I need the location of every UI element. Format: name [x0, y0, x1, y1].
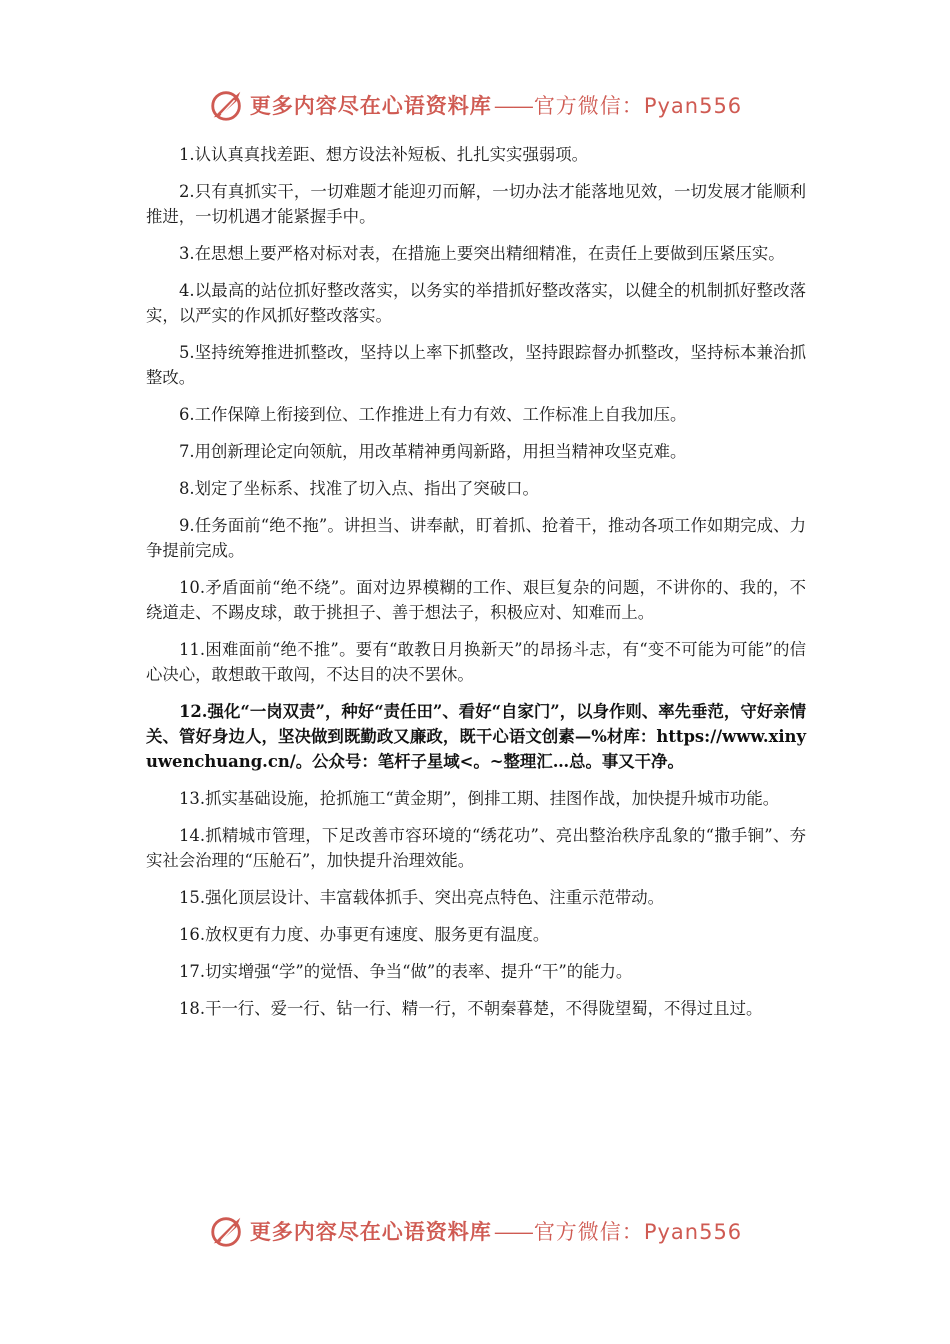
paragraph-14: 14.抓精城市管理，下足改善市容环境的“绣花功”、亮出整治秩序乱象的“撒手锏”、夯实社会治理的“压舱石”，加快提升治理效能。 — [146, 826, 806, 870]
header-banner — [0, 80, 950, 130]
paragraph-15: 15.强化顶层设计、丰富载体抓手、突出亮点特色、注重示范带动。 — [179, 888, 665, 907]
banner-text — [250, 90, 742, 120]
paragraph-11: 11.困难面前“绝不推”。要有“敢教日月换新天”的昂扬斗志，有“变不可能为可能”的信心决心，敢想敢干敢闯，不达目的决不罢休。 — [146, 640, 806, 684]
banner-brand: 更多内容尽在心语资料库 — [249, 93, 492, 118]
paragraph-7: 7.用创新理论定向领航，用改革精神勇闯新路，用担当精神攻坚克难。 — [179, 442, 687, 461]
banner-wechat-id: Pyan556 — [643, 94, 743, 118]
paragraph-2: 2.只有真抓实干，一切难题才能迎刃而解，一切办法才能落地见效，一切发展才能顺利推进，一切机遇才能紧握手中。 — [146, 182, 806, 226]
banner-wechat-label: 官方微信： — [533, 1220, 644, 1244]
paragraph-10: 10.矛盾面前“绝不绕”。面对边界模糊的工作、艰巨复杂的问题，不讲你的、我的，不绕道走、不踢皮球，敢于挑担子、善于想法子，积极应对、知难而上。 — [146, 578, 806, 622]
paragraph-1: 1.认认真真找差距、想方设法补短板、扎扎实实强弱项。 — [179, 145, 589, 164]
document-body — [146, 142, 806, 1033]
paragraph-8: 8.划定了坐标系、找准了切入点、指出了突破口。 — [179, 479, 539, 498]
paragraph-3: 3.在思想上要严格对标对表，在措施上要突出精细精准，在责任上要做到压紧压实。 — [179, 244, 785, 263]
paragraph-18: 18.干一行、爱一行、钻一行、精一行，不朝秦暮楚，不得陇望蜀，不得过且过。 — [179, 999, 763, 1018]
pen-nib-logo-icon — [208, 86, 246, 124]
banner-dash: —— — [493, 94, 532, 118]
banner-brand: 更多内容尽在心语资料库 — [249, 1219, 492, 1244]
paragraph-17: 17.切实增强“学”的觉悟、争当“做”的表率、提升“干”的能力。 — [179, 962, 633, 981]
paragraph-5: 5.坚持统筹推进抓整改，坚持以上率下抓整改，坚持跟踪督办抓整改，坚持标本兼治抓整改。 — [146, 343, 806, 387]
banner-wechat-label: 官方微信： — [533, 94, 644, 118]
pen-nib-logo-icon — [208, 1212, 246, 1250]
paragraph-13: 13.抓实基础设施，抢抓施工“黄金期”，倒排工期、挂图作战，加快提升城市功能。 — [179, 789, 780, 808]
paragraph-12: 12.强化“一岗双责”，种好“责任田”、看好“自家门”，以身作则、率先垂范，守好亲情关、管好身边人，坚决做到既勤政又廉政，既干心语文创素—%材库：https://www.xinyuwenchuang.cn/。公众号：笔杆子星域<。~整理汇…总。事又干净。 — [146, 702, 806, 771]
paragraph-6: 6.工作保障上衔接到位、工作推进上有力有效、工作标准上自我加压。 — [179, 405, 687, 424]
banner-text — [250, 1216, 742, 1246]
banner-dash: —— — [493, 1220, 532, 1244]
paragraph-9: 9.任务面前“绝不拖”。讲担当、讲奉献，盯着抓、抢着干，推动各项工作如期完成、力争提前完成。 — [146, 516, 806, 560]
paragraph-16: 16.放权更有力度、办事更有速度、服务更有温度。 — [179, 925, 550, 944]
paragraph-4: 4.以最高的站位抓好整改落实，以务实的举措抓好整改落实，以健全的机制抓好整改落实，以严实的作风抓好整改落实。 — [146, 281, 806, 325]
footer-banner — [0, 1206, 950, 1256]
banner-wechat-id: Pyan556 — [643, 1220, 743, 1244]
